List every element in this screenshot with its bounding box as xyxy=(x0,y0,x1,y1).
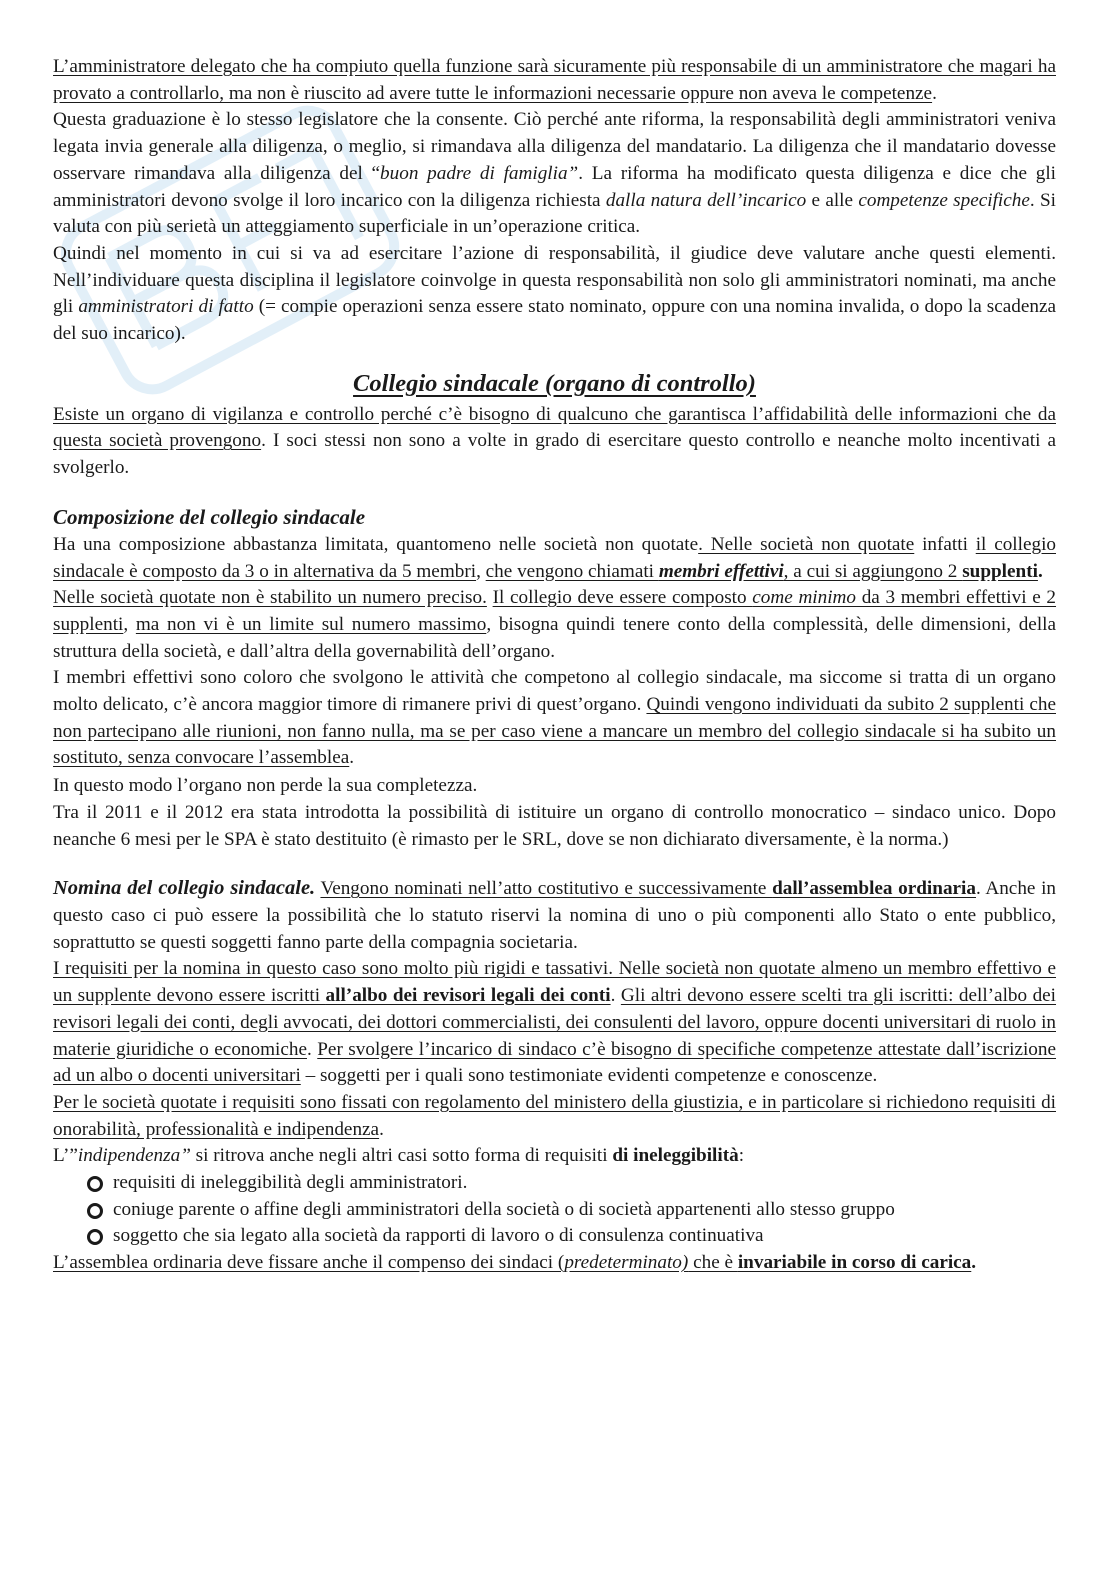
text-underline: che è xyxy=(688,1252,738,1274)
text: Questa graduazione è lo stesso legislatore che la consente. Ciò perché ante riforma, la responsabilità degli amministratori veniva legata invia generale alla diligenza, o meglio, si rimandava alla diligenza del mandatario. La diligenza che il mandatario dovesse osservare rimandava alla diligenza del “ xyxy=(53,109,1056,184)
text-underline: Gli altri devono essere scelti tra gli iscritti: dell’albo dei revisori legali dei conti, degli avvocati, dei dottori commercialisti, dei consulenti del lavoro, oppure docenti universitari di ruolo in materie giuridiche o economiche xyxy=(53,985,1057,1060)
list-item-text: requisiti di ineleggibilità degli amministratori. xyxy=(113,1172,468,1194)
text-bold-underline: invariabile in corso di carica xyxy=(737,1252,972,1274)
text: , xyxy=(123,613,136,635)
text-underline: Nelle società quotate non è stabilito un numero preciso. xyxy=(53,587,487,609)
text: – soggetti per i quali sono testimoniate evidenti competenze e conoscenze. xyxy=(300,1065,878,1087)
paragraph-completezza: In questo modo l’organo non perde la sua completezza. xyxy=(53,775,478,797)
text-italic: indipendenza” xyxy=(77,1145,191,1167)
text: (= compie operazioni senza essere stato nominato, oppure con una nomina invalida, o dopo la scadenza del suo incarico). xyxy=(53,296,1057,345)
document-page xyxy=(53,54,1056,1277)
text: e alle xyxy=(806,189,859,211)
text-italic: competenze specifiche xyxy=(858,189,1030,211)
text-bold: . xyxy=(1037,560,1043,582)
list-item xyxy=(87,1197,1056,1224)
text-underline: L’assemblea ordinaria deve fissare anche il compenso dei sindaci ( xyxy=(53,1252,565,1274)
text: , xyxy=(476,560,486,582)
text-italic: dalla natura dell’incarico xyxy=(605,189,807,211)
text-underline: L’amministratore delegato che ha compiuto quella funzione sarà sicuramente più responsabile di un amministratore che magari ha provato a controllarlo, ma non è riuscito ad avere tutte le informazioni necessarie oppure non aveva le competenze xyxy=(53,56,1056,104)
ineleggibilita-list xyxy=(53,1170,1056,1250)
paragraph-azione-responsabilita xyxy=(53,241,1056,348)
text-bold-underline: all’albo dei revisori legali dei conti xyxy=(325,985,611,1007)
text: . Anche in questo caso ci può essere la possibilità che lo statuto riservi la nomina di uno o più componenti allo Stato o ente pubblico, soprattutto se questi soggetti fanno parte della compagnia societaria. xyxy=(53,878,1056,953)
paragraph-amministratore-delegato xyxy=(53,54,1056,107)
text-underline: che vengono chiamati xyxy=(485,560,659,582)
text-underline: Per svolgere l’incarico di sindaco c’è bisogno di specifiche competenze attestate dall’iscrizione ad un albo o docenti universitari xyxy=(53,1038,1057,1087)
text-underline: Esiste un organo di vigilanza e controllo perché c’è bisogno di qualcuno che garantisca l’affidabilità delle informazioni che da questa società provengono xyxy=(53,403,1056,452)
text-underline: I requisiti per la nomina in questo caso sono molto più rigidi e tassativi. Nelle società non quotate almeno un membro effettivo e un supplente devono essere iscritti xyxy=(53,958,1056,1007)
text-bold-underline: dall’assemblea ordinaria xyxy=(772,878,976,900)
text-underline: Quindi vengono individuati da subito 2 supplenti che non partecipano alle riunioni, non fanno nulla, ma se per caso viene a mancare un membro del collegio sindacale si ha subito un sostituto, senza convocare l’assemblea xyxy=(53,694,1056,769)
text-bold: di ineleggibilità xyxy=(612,1145,739,1167)
text: . xyxy=(306,1038,318,1060)
bullet-circle-icon xyxy=(87,1176,103,1192)
text-underline: ma non vi è un limite sul numero massimo xyxy=(135,613,487,635)
bullet-circle-icon xyxy=(87,1203,103,1219)
text-underline: Il collegio deve essere composto xyxy=(492,587,753,609)
text: . xyxy=(379,1118,384,1140)
paragraph-compenso xyxy=(53,1250,1056,1277)
text: L’” xyxy=(53,1145,78,1167)
text-underline: Per le società quotate i requisiti sono fissati con regolamento del ministero della giustizia, e in particolare si richiedono requisiti di onorabilità, professionalità e indipendenza xyxy=(53,1091,1056,1140)
text-underline: Vengono nominati nell’atto costitutivo e successivamente xyxy=(320,878,773,900)
paragraph-sindaco-unico: Tra il 2011 e il 2012 era stata introdotta la possibilità di istituire un organo di controllo monocratico – sindaco unico. Dopo neanche 6 mesi per le SPA è stato destituito (è rimasto per le SRL, dove se non dichiarato diversamente, è la norma.) xyxy=(53,801,1056,850)
heading-composizione: Composizione del collegio sindacale xyxy=(53,504,366,529)
text: si ritrova anche negli altri casi sotto forma di requisiti xyxy=(190,1145,613,1167)
text: : xyxy=(738,1145,745,1167)
text-bold-underline: supplenti xyxy=(962,560,1038,582)
text-italic: amministratori di fatto xyxy=(78,296,254,318)
text: Quindi nel momento in cui si va ad esercitare l’azione di responsabilità, il giudice deve valutare anche questi elementi. Nell’individuare questa disciplina il legislatore coinvolge in questa responsabilità non solo gli amministratori nominati, ma anche gli xyxy=(53,242,1056,318)
paragraph-societa-quotate xyxy=(53,1090,1056,1143)
paragraph-indipendenza xyxy=(53,1143,1056,1170)
text: Ha una composizione abbastanza limitata, quantomeno nelle società non quotate xyxy=(53,533,699,555)
bullet-circle-icon xyxy=(87,1229,103,1245)
paragraph-graduazione xyxy=(53,107,1056,241)
list-item xyxy=(87,1223,1056,1250)
text: . xyxy=(932,82,937,104)
paragraph-composizione-non-quotate xyxy=(53,532,1056,585)
paragraph-organo-vigilanza xyxy=(53,402,1056,482)
text: . Si valuta con più serietà un atteggiamento superficiale in un’operazione critica. xyxy=(53,189,1056,238)
text: . La riforma ha modificato questa diligenza e dice che gli amministratori devono svolge il loro incarico con la diligenza richiesta xyxy=(53,162,1056,211)
text: . xyxy=(610,985,621,1007)
text-bold: . xyxy=(971,1252,977,1274)
text-underline: da 3 membri effettivi e 2 supplenti xyxy=(53,587,1057,635)
text: . I soci stessi non sono a volte in grado di esercitare questo controllo e neanche molto incentivati a svolgerlo. xyxy=(53,430,1056,479)
text-italic-underline: come minimo xyxy=(752,587,857,609)
text-italic-underline: predeterminato) xyxy=(564,1252,689,1274)
text-bold-italic-underline: membri effettivi xyxy=(658,560,784,582)
paragraph-nomina xyxy=(53,875,1056,956)
paragraph-membri-effettivi xyxy=(53,665,1056,772)
paragraph-requisiti xyxy=(53,956,1056,1090)
heading-collegio-sindacale: Collegio sindacale (organo di controllo) xyxy=(353,369,756,397)
text: . xyxy=(349,747,355,769)
text: , bisogna quindi tenere conto della complessità, delle dimensioni, della struttura della società, e dall’altra della governabilità dell’organo. xyxy=(53,613,1056,662)
paragraph-composizione-quotate xyxy=(53,585,1056,665)
heading-nomina: Nomina del collegio sindacale. xyxy=(53,877,316,900)
text: I membri effettivi sono coloro che svolgono le attività che competono al collegio sindacale, ma siccome si tratta di un organo molto delicato, c’è ancora maggior timore di rimanere privi di quest’organo. xyxy=(53,667,1056,716)
list-item-text: coniuge parente o affine degli amministratori della società o di società appartenenti allo stesso gruppo xyxy=(113,1198,895,1220)
text-underline: , a cui si aggiungono 2 xyxy=(783,560,963,582)
list-item-text: soggetto che sia legato alla società da rapporti di lavoro o di consulenza continuativa xyxy=(113,1225,764,1247)
list-item xyxy=(87,1170,1056,1197)
text: infatti xyxy=(914,533,976,555)
text-italic: buon padre di famiglia” xyxy=(380,162,579,184)
text-underline: il collegio sindacale è composto da 3 o in alternativa da 5 membri xyxy=(53,533,1056,582)
text-underline: . Nelle società non quotate xyxy=(698,533,915,555)
